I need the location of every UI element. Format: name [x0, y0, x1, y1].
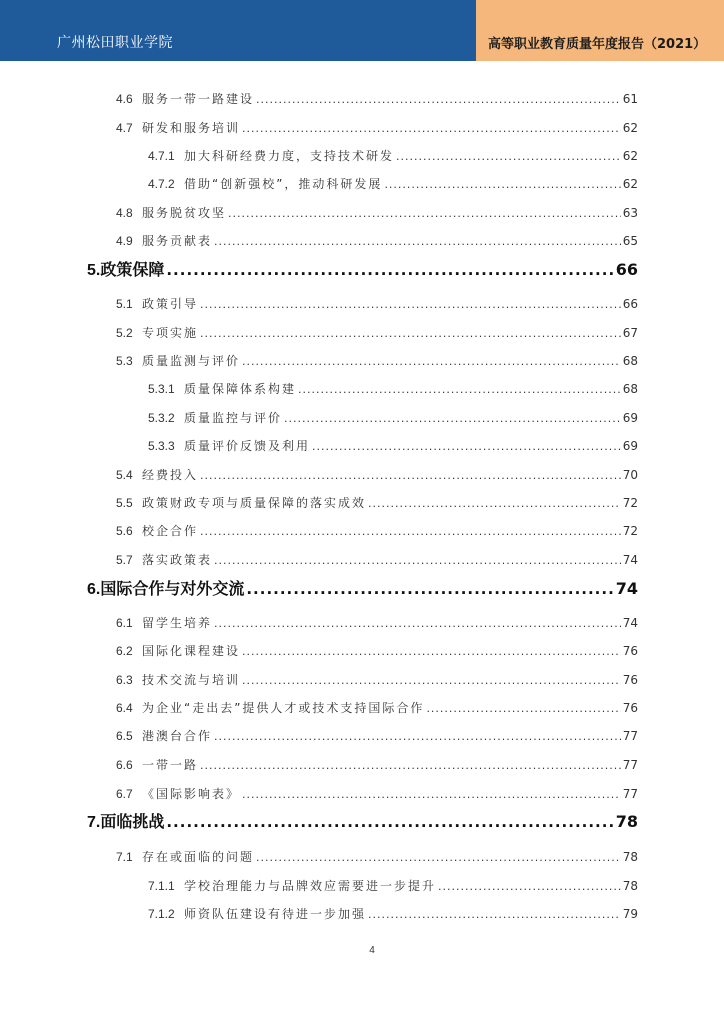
toc-entry-title: 服务贡献表: [142, 234, 213, 248]
toc-entry-title: 质量监控与评价: [184, 411, 283, 425]
toc-entry[interactable]: [148, 147, 638, 164]
toc-entry-page: 69: [622, 411, 638, 425]
toc-dot-leader: [384, 178, 620, 189]
toc-entry-page: 78: [615, 812, 638, 831]
toc-entry-title: 师资队伍建设有待进一步加强: [184, 907, 367, 921]
toc-entry-title: 国际化课程建设: [142, 644, 241, 658]
toc-entry-title: 政策财政专项与质量保障的落实成效: [142, 496, 367, 510]
toc-entry[interactable]: [116, 727, 638, 744]
toc-entry-page: 69: [622, 439, 638, 453]
toc-entry-number: 5.3.1: [148, 382, 175, 396]
toc-entry-title: 学校治理能力与品牌效应需要进一步提升: [184, 879, 437, 893]
toc-entry-number: 4.7.1: [148, 149, 175, 163]
toc-dot-leader: [426, 702, 620, 713]
toc-entry-page: 62: [622, 121, 638, 135]
toc-entry[interactable]: [87, 257, 638, 280]
toc-entry-number: 6.2: [116, 644, 133, 658]
toc-entry-number: 4.7: [116, 121, 133, 135]
toc-dot-leader: [228, 207, 621, 218]
toc-entry[interactable]: [148, 175, 638, 192]
toc-entry-page: 62: [622, 149, 638, 163]
toc-dot-leader: [242, 788, 621, 799]
toc-entry-number: 6.4: [116, 701, 133, 715]
toc-entry-number: 5.6: [116, 524, 133, 538]
toc-entry-page: 68: [622, 382, 638, 396]
toc-dot-leader: [214, 554, 621, 565]
toc-entry[interactable]: [116, 848, 638, 865]
toc-entry[interactable]: [116, 785, 638, 802]
toc-entry-number: 6.7: [116, 787, 133, 801]
toc-entry-title: 国际合作与对外交流: [100, 579, 245, 598]
toc-entry-page: 78: [622, 879, 638, 893]
toc-entry-number: 5.: [87, 262, 101, 279]
toc-dot-leader: [298, 383, 621, 394]
toc-entry[interactable]: [116, 699, 638, 716]
toc-entry-page: 67: [622, 326, 638, 340]
toc-entry-title: 落实政策表: [142, 553, 213, 567]
toc-entry-title: 服务一带一路建设: [142, 92, 255, 106]
toc-entry[interactable]: [148, 877, 638, 894]
report-title: 高等职业教育质量年度报告（2021）: [488, 37, 707, 52]
toc-entry-title: 质量保障体系构建: [184, 382, 297, 396]
toc-entry-page: 63: [622, 206, 638, 220]
toc-entry-title: 研发和服务培训: [142, 121, 241, 135]
toc-entry[interactable]: [87, 576, 638, 599]
toc-dot-leader: [312, 440, 621, 451]
toc-dot-leader: [242, 645, 621, 656]
toc-entry[interactable]: [148, 409, 638, 426]
toc-entry-title: 为企业“走出去”提供人才或技术支持国际合作: [142, 701, 425, 715]
toc-dot-leader: [166, 261, 613, 276]
toc-entry-page: 70: [622, 468, 638, 482]
toc-dot-leader: [200, 759, 621, 770]
toc-entry[interactable]: [116, 614, 638, 631]
toc-entry-number: 5.1: [116, 297, 133, 311]
toc-dot-leader: [200, 298, 621, 309]
toc-entry-title: 校企合作: [142, 524, 199, 538]
header-institution-band: [0, 0, 476, 61]
toc-entry[interactable]: [116, 119, 638, 136]
toc-entry[interactable]: [148, 905, 638, 922]
toc-entry-page: 78: [622, 850, 638, 864]
toc-entry-title: 服务脱贫攻坚: [142, 206, 227, 220]
toc-dot-leader: [200, 327, 621, 338]
toc-dot-leader: [256, 851, 621, 862]
toc-entry-title: 借助“创新强校”，推动科研发展: [184, 177, 383, 191]
header-report-band: [476, 0, 724, 61]
toc-entry-number: 6.3: [116, 673, 133, 687]
toc-entry-page: 74: [615, 579, 638, 598]
toc-entry[interactable]: [87, 809, 638, 832]
toc-dot-leader: [166, 813, 613, 828]
toc-dot-leader: [214, 235, 621, 246]
toc-entry-page: 77: [622, 758, 638, 772]
toc-entry-title: 质量监测与评价: [142, 354, 241, 368]
toc-entry[interactable]: [148, 380, 638, 397]
toc-entry-title: 政策引导: [142, 297, 199, 311]
toc-entry-number: 4.9: [116, 234, 133, 248]
toc-entry-page: 66: [615, 260, 638, 279]
toc-entry-number: 6.5: [116, 729, 133, 743]
toc-entry-title: 一带一路: [142, 758, 199, 772]
toc-entry-title: 加大科研经费力度，支持技术研发: [184, 149, 395, 163]
toc-dot-leader: [200, 525, 621, 536]
toc-dot-leader: [214, 617, 621, 628]
toc-entry-title: 质量评价反馈及利用: [184, 439, 311, 453]
toc-entry-page: 66: [622, 297, 638, 311]
toc-dot-leader: [396, 150, 621, 161]
toc-entry-number: 7.1: [116, 850, 133, 864]
toc-entry-page: 68: [622, 354, 638, 368]
toc-dot-leader: [214, 730, 621, 741]
toc-entry-number: 5.5: [116, 496, 133, 510]
toc-entry[interactable]: [116, 232, 638, 249]
toc-entry[interactable]: [116, 551, 638, 568]
toc-dot-leader: [284, 412, 621, 423]
toc-entry-page: 77: [622, 787, 638, 801]
toc-entry-title: 《国际影响表》: [142, 787, 241, 801]
toc-dot-leader: [368, 908, 621, 919]
toc-entry-title: 专项实施: [142, 326, 199, 340]
toc-entry-page: 65: [622, 234, 638, 248]
toc-entry-page: 76: [622, 644, 638, 658]
toc-entry[interactable]: [116, 671, 638, 688]
toc-dot-leader: [368, 497, 621, 508]
toc-entry-title: 存在或面临的问题: [142, 850, 255, 864]
institution-name: 广州松田职业学院: [57, 35, 173, 51]
toc-entry-page: 76: [622, 701, 638, 715]
toc-entry[interactable]: [116, 295, 638, 312]
toc-entry-number: 6.1: [116, 616, 133, 630]
toc-entry-page: 74: [622, 616, 638, 630]
toc-entry-number: 4.7.2: [148, 177, 175, 191]
toc-entry-page: 72: [622, 524, 638, 538]
toc-entry-number: 7.: [87, 814, 101, 831]
toc-entry-number: 4.6: [116, 92, 133, 106]
toc-entry-title: 经费投入: [142, 468, 199, 482]
toc-entry-number: 5.3: [116, 354, 133, 368]
toc-dot-leader: [242, 122, 621, 133]
toc-entry-page: 61: [622, 92, 638, 106]
toc-entry-page: 72: [622, 496, 638, 510]
toc-entry[interactable]: [116, 324, 638, 341]
toc-entry-number: 5.3.3: [148, 439, 175, 453]
toc-entry-title: 面临挑战: [100, 812, 165, 831]
toc-entry-title: 港澳台合作: [142, 729, 213, 743]
toc-dot-leader: [256, 93, 621, 104]
toc-entry-page: 79: [622, 907, 638, 921]
toc-entry[interactable]: [116, 352, 638, 369]
toc-entry-number: 7.1.1: [148, 879, 175, 893]
toc-entry-number: 6.: [87, 581, 101, 598]
toc-entry-number: 5.3.2: [148, 411, 175, 425]
toc-entry[interactable]: [116, 466, 638, 483]
toc-entry[interactable]: [116, 90, 638, 107]
toc-dot-leader: [200, 469, 621, 480]
toc-entry-number: 5.2: [116, 326, 133, 340]
toc-entry[interactable]: [148, 437, 638, 454]
toc-dot-leader: [242, 355, 621, 366]
toc-entry-number: 7.1.2: [148, 907, 175, 921]
toc-entry[interactable]: [116, 756, 638, 773]
toc-dot-leader: [242, 674, 621, 685]
toc-entry[interactable]: [116, 204, 638, 221]
toc-entry-title: 政策保障: [100, 260, 165, 279]
toc-entry-number: 6.6: [116, 758, 133, 772]
toc-entry-page: 76: [622, 673, 638, 687]
toc-entry-number: 5.4: [116, 468, 133, 482]
toc-entry[interactable]: [116, 494, 638, 511]
toc-entry-page: 74: [622, 553, 638, 567]
toc-entry-title: 技术交流与培训: [142, 673, 241, 687]
toc-dot-leader: [246, 580, 613, 595]
toc-dot-leader: [438, 880, 621, 891]
toc-entry-page: 77: [622, 729, 638, 743]
toc-entry[interactable]: [116, 642, 638, 659]
toc-entry[interactable]: [116, 522, 638, 539]
toc-entry-number: 5.7: [116, 553, 133, 567]
toc-entry-page: 62: [622, 177, 638, 191]
toc-entry-number: 4.8: [116, 206, 133, 220]
toc-entry-title: 留学生培养: [142, 616, 213, 630]
page-number: 4: [369, 945, 375, 956]
page-header: [0, 0, 724, 61]
